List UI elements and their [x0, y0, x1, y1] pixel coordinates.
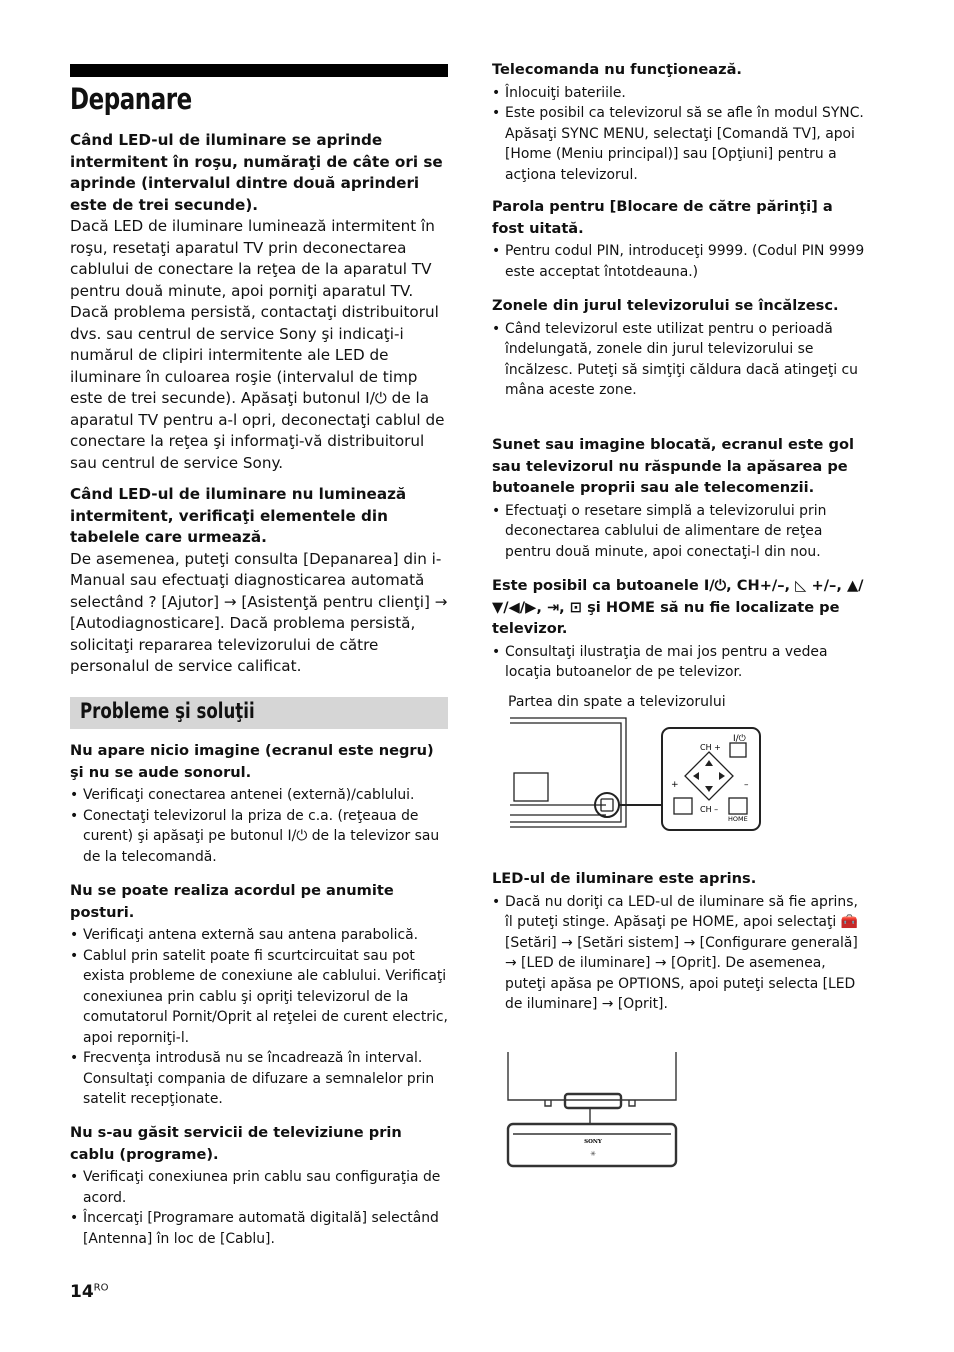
solution-bullet: • Înlocuiţi bateriile.	[492, 83, 868, 104]
problem-heading: Nu apare nicio imagine (ecranul este negru) şi nu se aude sonorul.	[70, 742, 434, 781]
right-item-3	[492, 434, 868, 562]
intro-paragraph-1: Dacă LED de iluminare luminează intermitent în roşu, resetaţi aparatul TV prin deconectarea cablului de conectare la reţea de la aparatul TV pentru două minute, apoi porniţi aparatul TV. Dacă problema persistă, contactaţi distribuitorul dvs. sau centrul de service Sony şi indicaţi-i numărul de clipiri intermitente ale LED de iluminare în culoarea roşie (intervalul de timp este de trei secunde). Apăsaţi butonul I/⏻ de la aparatul TV pentru a-l opri, deconectaţi cablul de conectare la reţea şi informaţi-vă distribuitorul sau centrul de service Sony.	[70, 217, 445, 472]
solution-bullet: • Frecvenţa introdusă nu se încadrează în interval. Consultaţi compania de difuzare a semnalelor prin satelit recepţionate.	[70, 1048, 448, 1110]
intro-heading-1: Când LED-ul de iluminare se aprinde intermitent în roşu, număraţi de câte ori se aprinde (intervalul dintre două aprinderi este de trei secunde).	[70, 131, 443, 214]
problem-heading: Telecomanda nu funcţionează.	[492, 61, 742, 78]
problem-heading: Este posibil ca butoanele I/⏻, CH+/–, ◺ +/–, ▲/▼/◀/▶, ⇥, ⊡ şi HOME să nu fie localizate pe televizor.	[492, 577, 864, 637]
tv-rear-illustration	[508, 715, 768, 835]
solution-bullet: • Consultaţi ilustraţia de mai jos pentru a vedea locaţia butoanelor de pe televizor.	[492, 642, 868, 683]
tv-front-illustration	[505, 1050, 681, 1172]
left-item-0	[70, 740, 448, 867]
left-item-1	[70, 880, 448, 1110]
problem-heading: Parola pentru [Blocare de către părinţi] a fost uitată.	[492, 198, 833, 237]
right-item-2	[492, 295, 868, 401]
solution-bullet: • Pentru codul PIN, introduceţi 9999. (Codul PIN 9999 este acceptat întotdeauna.)	[492, 241, 868, 282]
panel-chminus-label: CH –	[700, 805, 719, 814]
problem-heading: LED-ul de iluminare este aprins.	[492, 870, 757, 887]
right-item-0	[492, 59, 868, 185]
panel-power-label: I/⏻	[733, 734, 746, 744]
intro-block	[70, 130, 448, 678]
right-item-5	[492, 868, 868, 1015]
solution-bullet: • Verificaţi antena externă sau antena parabolică.	[70, 925, 448, 946]
page-title: Depanare	[70, 82, 192, 116]
panel-home-label: HOME	[728, 815, 748, 823]
problem-heading: Sunet sau imagine blocată, ecranul este gol sau televizorul nu răspunde la apăsarea pe butoanele proprii sau ale telecomenzii.	[492, 436, 855, 496]
section-header	[70, 697, 448, 729]
problem-heading: Nu se poate realiza acordul pe anumite posturi.	[70, 882, 394, 921]
problem-heading: Zonele din jurul televizorului se încălzesc.	[492, 297, 839, 314]
led-icon: ✳	[590, 1150, 596, 1158]
brand-logo: SONY	[584, 1139, 602, 1145]
right-item-1	[492, 196, 868, 282]
panel-minus-label: –	[744, 780, 749, 790]
solution-bullet: • Este posibil ca televizorul să se afle în modul SYNC. Apăsaţi SYNC MENU, selectaţi [Comandă TV], apoi [Home (Meniu principal)] sau [Opţiuni] pentru a acţiona televizorul.	[492, 103, 868, 185]
page-number: $14^{RO}$	[70, 1282, 109, 1302]
solution-bullet: • Verificaţi conexiunea prin cablu sau configuraţia de acord.	[70, 1167, 448, 1208]
intro-paragraph-2: De asemenea, puteţi consulta [Depanarea] din i-Manual sau efectuaţi diagnosticarea automată selectând ? [Ajutor] → [Asistenţă pentru clienţi] → [Autodiagnosticare]. Dacă problema persistă, solicitaţi repararea televizorului de către personalul de service calificat.	[70, 549, 448, 675]
section-title: Probleme şi soluţii	[80, 699, 255, 723]
title-bar	[70, 64, 448, 77]
solution-bullet: • Efectuaţi o resetare simplă a televizorului prin deconectarea cablului de alimentare de reţea pentru două minute, apoi conectaţi-l din nou.	[492, 501, 868, 563]
solution-bullet: • Încercaţi [Programare automată digitală] selectând [Antenna] în loc de [Cablu].	[70, 1208, 448, 1249]
problem-heading: Nu s-au găsit servicii de televiziune prin cablu (programe).	[70, 1124, 402, 1163]
right-item-4	[492, 575, 868, 683]
solution-bullet: • Cablul prin satelit poate fi scurtcircuitat sau pot exista probleme de conexiune ale cablului. Verificaţi conexiunea prin cablu şi opriţi televizorul de la comutatorul Pornit/Oprit al reţelei de curent electric, apoi reporniţi-l.	[70, 946, 448, 1049]
intro-heading-2: Când LED-ul de iluminare nu luminează intermitent, verificaţi elementele din tabelele care urmează.	[70, 485, 407, 546]
figure-caption: Partea din spate a televizorului	[508, 694, 726, 710]
panel-chplus-label: CH +	[700, 743, 721, 752]
solution-bullet: • Când televizorul este utilizat pentru o perioadă îndelungată, zonele din jurul televizorului se încălzesc. Puteţi să simţiţi căldura dacă atingeţi cu mâna aceste zone.	[492, 319, 868, 401]
left-item-2	[70, 1122, 448, 1249]
solution-bullet: • Verificaţi conectarea antenei (externă)/cablului.	[70, 785, 448, 806]
panel-plus-label: +	[671, 780, 679, 790]
solution-bullet: • Conectaţi televizorul la priza de c.a. (reţeaua de curent) şi apăsaţi pe butonul I/⏻ de la televizor sau de la telecomandă.	[70, 806, 448, 868]
solution-bullet: • Dacă nu doriţi ca LED-ul de iluminare să fie aprins, îl puteţi stinge. Apăsaţi pe HOME, apoi selectaţi 🧰 [Setări] → [Setări sistem] → [Configurare generală] → [LED de iluminare] → [Oprit]. De asemenea, puteţi apăsa pe OPTIONS, apoi puteţi selecta [LED de iluminare] → [Oprit].	[492, 892, 868, 1015]
